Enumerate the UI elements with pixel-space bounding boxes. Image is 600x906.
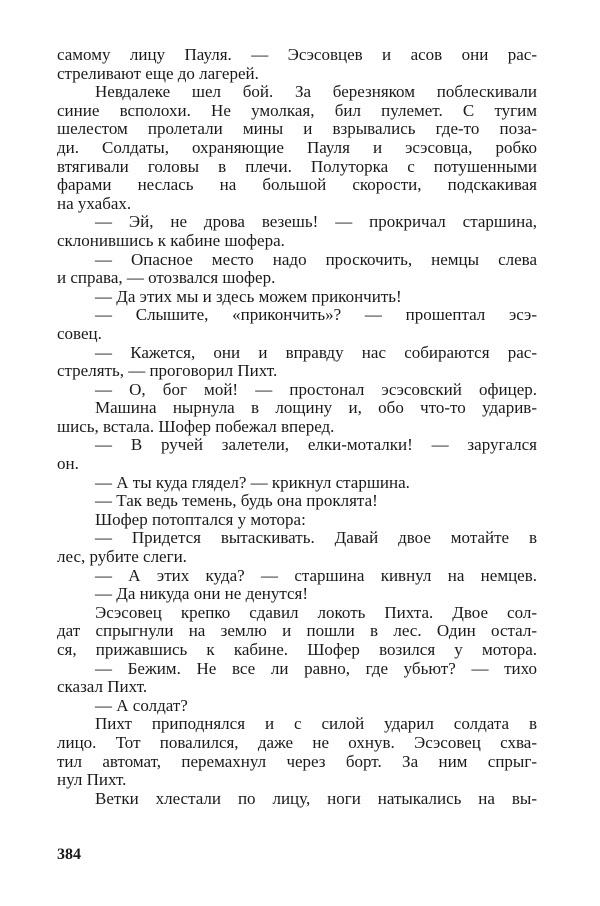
text-line: он. xyxy=(57,454,79,474)
text-line: Шофер потоптался у мотора: xyxy=(95,509,306,529)
text-line: на ухабах. xyxy=(57,193,132,213)
text-line: нул Пихт. xyxy=(57,770,127,790)
text-line: — Опасное место надо проскочить, немцы слева xyxy=(95,249,537,269)
text-line: — А ты куда глядел? — крикнул старшина. xyxy=(95,472,410,492)
text-line: самому лицу Пауля. — Эсэсовцев и асов они рас- xyxy=(57,45,537,64)
text-line: стреливают еще до лагерей. xyxy=(57,63,259,83)
text-line: — Так ведь темень, будь она проклята! xyxy=(95,491,378,511)
text-line: Ветки хлестали по лицу, ноги натыкались на вы- xyxy=(95,788,537,808)
text-line: лицо. Тот повалился, даже не охнув. Эсэсовец схва- xyxy=(57,732,537,752)
page-number: 384 xyxy=(57,846,81,863)
text-line: — Да этих мы и здесь можем прикончить! xyxy=(95,286,402,306)
text-line: фарами неслась на большой скорости, подскакивая xyxy=(57,175,537,195)
text-line: склонившись к кабине шофера. xyxy=(57,230,285,250)
text-line: — О, бог мой! — простонал эсэсовский офицер. xyxy=(95,379,537,399)
text-line: — А этих куда? — старшина кивнул на немцев. xyxy=(95,565,537,585)
text-line: Эсэсовец крепко сдавил локоть Пихта. Двое сол- xyxy=(95,602,537,622)
text-line: дат спрыгнули на землю и пошли в лес. Один остал- xyxy=(57,621,537,641)
text-line: — А солдат? xyxy=(95,695,188,715)
text-line: — В ручей залетели, елки-моталки! — заругался xyxy=(95,435,537,455)
text-line: и справа, — отозвался шофер. xyxy=(57,268,276,288)
text-line: — Придется вытаскивать. Давай двое мотайте в xyxy=(95,528,537,548)
text-line: — Слышите, «прикончить»? — прошептал эсэ- xyxy=(95,305,537,325)
text-line: Машина нырнула в лощину и, обо что-то ударив- xyxy=(95,398,537,418)
text-line: тил автомат, перемахнул через борт. За ним спрыг- xyxy=(57,751,537,771)
text-line: Пихт приподнялся и с силой ударил солдата в xyxy=(95,714,537,734)
text-line: лес, рубите слеги. xyxy=(57,547,187,567)
text-line: Невдалеке шел бой. За березняком поблескивали xyxy=(95,82,537,102)
text-line: сказал Пихт. xyxy=(57,677,148,697)
text-line: — Бежим. Не все ли равно, где убьют? — тихо xyxy=(95,658,537,678)
text-line: ди. Солдаты, охраняющие Пауля и эсэсовца, робко xyxy=(57,137,537,157)
text-line: ся, прижавшись к кабине. Шофер возился у мотора. xyxy=(57,640,537,659)
text-line: — Да никуда они не денутся! xyxy=(95,584,309,604)
text-line: синие всполохи. Не умолкая, бил пулемет. С тугим xyxy=(57,100,537,120)
text-line: втягивали головы в плечи. Полуторка с потушенными xyxy=(57,156,537,176)
text-line: шелестом пролетали мины и взрывались где-то поза- xyxy=(57,119,537,139)
text-line: — Кажется, они и вправду нас собираются рас- xyxy=(95,342,537,362)
text-line: совец. xyxy=(57,323,102,343)
text-line: — Эй, не дрова везешь! — прокричал старшина, xyxy=(95,212,537,232)
text-line: стрелять, — проговорил Пихт. xyxy=(57,361,278,381)
page-body-text xyxy=(57,46,537,808)
text-line: шись, встала. Шофер побежал вперед. xyxy=(57,416,335,436)
